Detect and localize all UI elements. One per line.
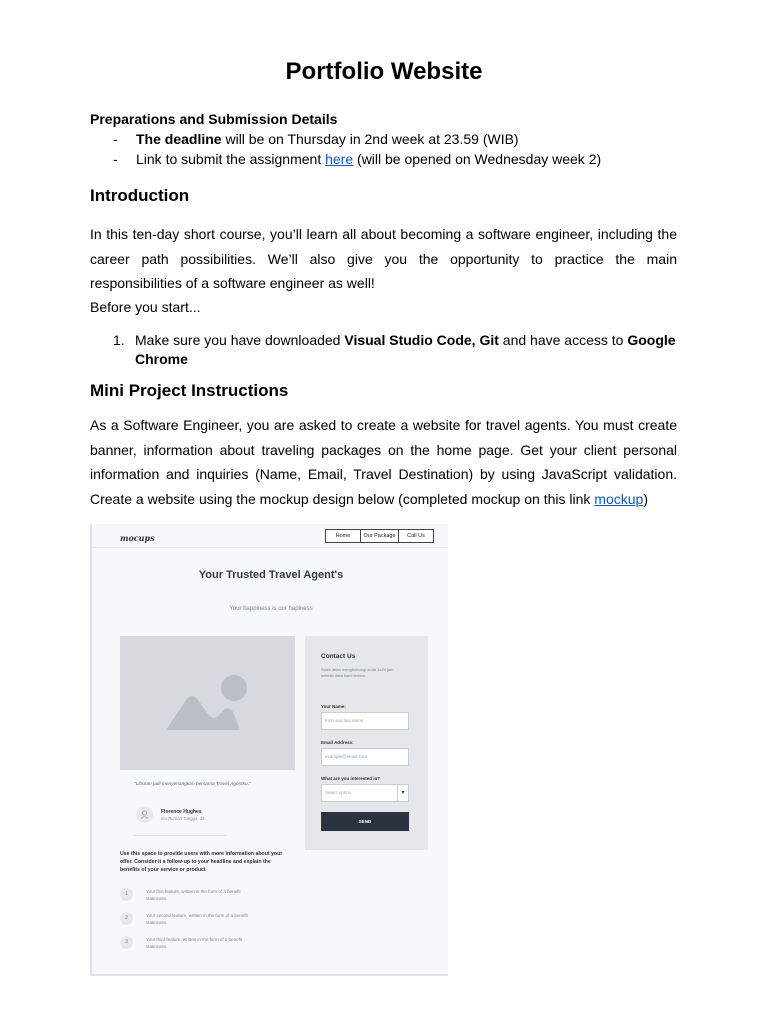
list-dash: - xyxy=(113,131,118,147)
mini-project-paragraph xyxy=(90,413,677,511)
interest-label: What are you interested in? xyxy=(321,776,381,781)
feature-number: 3 xyxy=(120,936,133,949)
step-browser: Google Chrome xyxy=(135,332,676,367)
submission-details-list xyxy=(90,129,601,169)
avatar xyxy=(136,806,153,823)
caret-down-icon: ▾ xyxy=(397,785,408,801)
paren-close: ) xyxy=(643,490,648,507)
deadline-label: The deadline xyxy=(136,131,222,147)
step-text-part: Make sure you have downloaded xyxy=(135,332,345,348)
step-text-part: and have access to xyxy=(498,332,628,348)
mockup-hero-title: Your Trusted Travel Agent's xyxy=(198,569,344,581)
feature-text: Your second feature, written in the form of a benefit statement. xyxy=(146,913,248,925)
step-text xyxy=(90,331,677,369)
select-value: Select option xyxy=(325,790,352,795)
list-number: 1. xyxy=(113,332,125,348)
mockup-nav xyxy=(326,529,434,543)
introduction-paragraph: In this ten-day short course, you’ll learn all about becoming a software engineer, including the career path possibilities. We’ll also give you the opportunity to practice the main responsibilities of a software engineer as well! xyxy=(90,226,677,291)
interest-select xyxy=(321,784,409,802)
email-field: example@email.com xyxy=(321,748,409,766)
user-icon xyxy=(136,806,153,823)
feature-number: 2 xyxy=(120,912,133,925)
mockup-hero-subtitle: Your happiness is our hapiness xyxy=(229,606,313,612)
deadline-text: will be on Thursday in 2nd week at 23.59 (WIB) xyxy=(221,131,519,147)
preparations-heading: Preparations and Submission Details xyxy=(90,111,338,127)
document-title: Portfolio Website xyxy=(285,58,483,85)
name-label: Your Name: xyxy=(321,704,346,709)
email-label: Email Address: xyxy=(321,740,354,745)
list-item xyxy=(90,331,677,369)
contact-subtitle: Sales akan menghubungi anda 1x24 jam setelah data kami terima. xyxy=(321,667,394,678)
submit-link[interactable]: here xyxy=(325,151,354,167)
mini-project-heading: Mini Project Instructions xyxy=(90,381,289,400)
image-placeholder xyxy=(120,636,295,770)
mockup-link[interactable]: mockup xyxy=(594,490,644,507)
testimonial-author: Florence Hughes xyxy=(161,809,202,815)
numbered-list xyxy=(90,331,677,369)
testimonial-quote: "Liburan jadi menyenangkan bersama Travel Agentku." xyxy=(134,782,251,787)
mockup-header-divider xyxy=(92,547,448,548)
contact-form-panel xyxy=(305,636,428,850)
before-start-text: Before you start... xyxy=(90,299,201,315)
nav-call-us: Call Us xyxy=(398,529,434,543)
list-item xyxy=(90,149,601,169)
nav-home: Home xyxy=(325,529,361,543)
introduction-heading: Introduction xyxy=(90,186,190,205)
mini-project-text: As a Software Engineer, you are asked to create a website for travel agents. You must create banner, information about traveling packages on the home page. Get your client personal information and inquiries (Name, Email, Travel Destination) by using JavaScript validation. Create a website using the mockup design below (completed mockup on this link xyxy=(90,417,677,507)
mockup-logo: mocups xyxy=(120,533,155,543)
feature-number: 1 xyxy=(120,888,133,901)
nav-our-package: Our Package xyxy=(360,529,399,543)
submit-note: (will be opened on Wednesday week 2) xyxy=(353,151,602,167)
feature-text: Your first feature, written in the form of a benefit statement. xyxy=(146,889,241,901)
offer-description: Use this space to provide users with more information about your offer. Consider it a follow-up to your headline and explain the benefits of your service or product xyxy=(120,851,283,873)
step-tools: Visual Studio Code, Git xyxy=(344,332,499,348)
image-placeholder-icon xyxy=(120,636,295,770)
list-item xyxy=(90,129,601,149)
send-button: SEND xyxy=(321,812,409,831)
name-field: First and last name xyxy=(321,712,409,730)
submit-text: Link to submit the assignment xyxy=(136,151,326,167)
feature-text: Your third feature, written in the form of a benefit statement. xyxy=(146,937,243,949)
list-dash: - xyxy=(113,151,118,167)
divider xyxy=(134,835,226,836)
mockup-image xyxy=(90,524,448,976)
contact-title: Contact Us xyxy=(321,653,356,660)
testimonial-author-role: Ibu Rumah Tangga, 34 xyxy=(161,816,205,821)
